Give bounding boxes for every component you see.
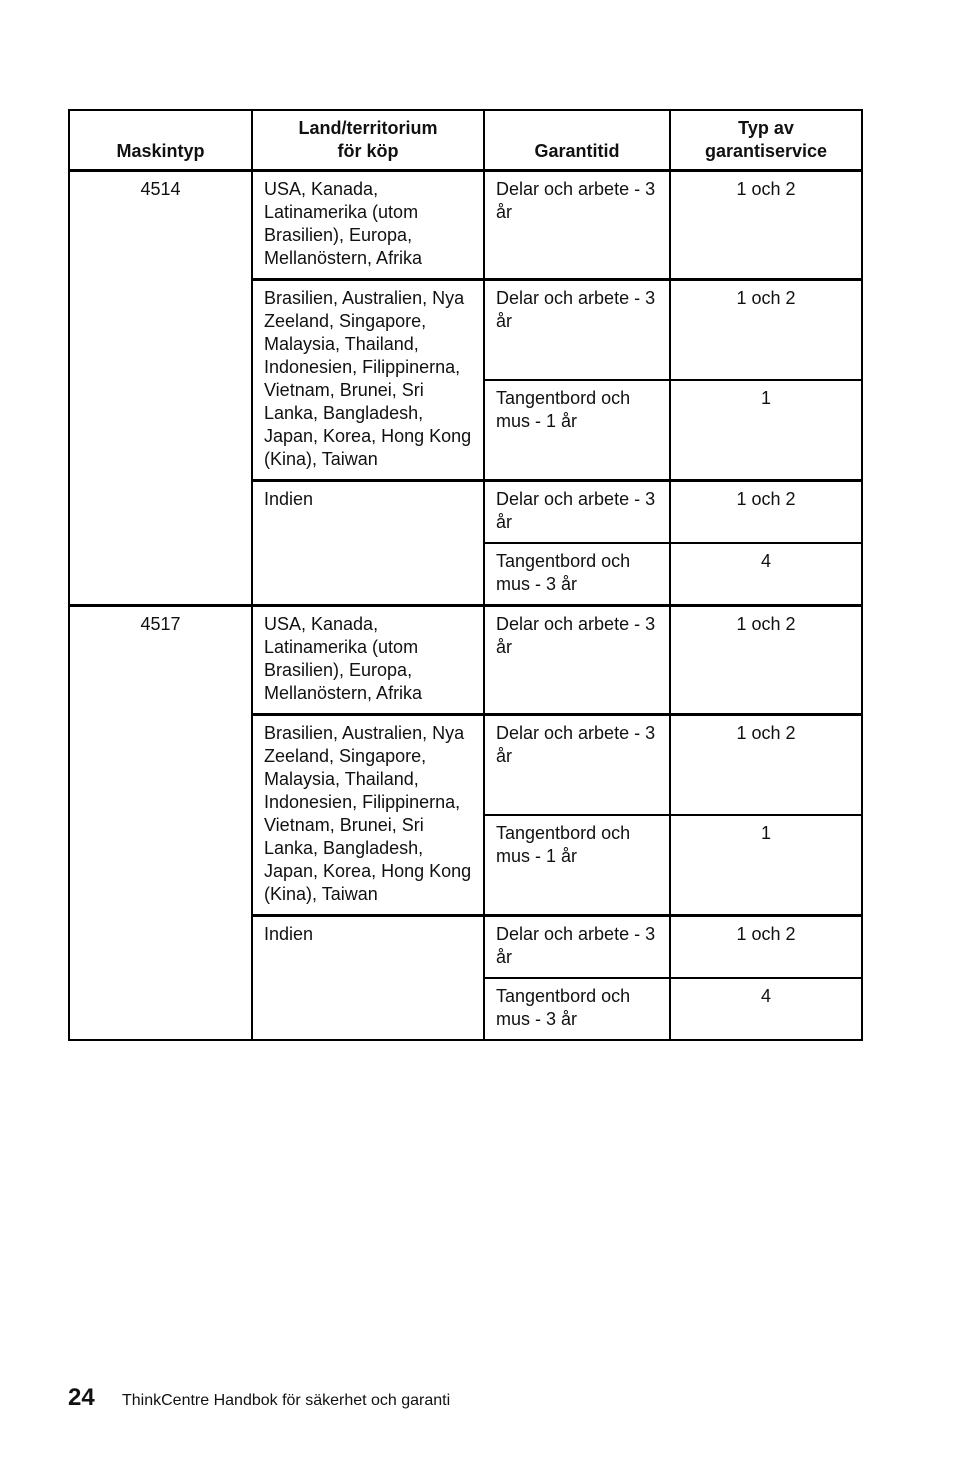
service-type-cell: 1 och 2 xyxy=(670,280,862,381)
country-cell: Indien xyxy=(252,916,484,1041)
header-warranty-period: Garantitid xyxy=(484,110,670,171)
warranty-period-cell: Tangentbord och mus - 1 år xyxy=(484,815,670,916)
header-service-type: Typ av garantiservice xyxy=(670,110,862,171)
country-cell: USA, Kanada, Latinamerika (utom Brasilien), Europa, Mellanöstern, Afrika xyxy=(252,606,484,715)
page-footer xyxy=(68,1384,450,1414)
machine-type-cell: 4514 xyxy=(69,171,252,606)
country-cell: USA, Kanada, Latinamerika (utom Brasilien), Europa, Mellanöstern, Afrika xyxy=(252,171,484,280)
header-machine-type: Maskintyp xyxy=(69,110,252,171)
service-type-cell: 1 xyxy=(670,380,862,481)
warranty-period-cell: Tangentbord och mus - 3 år xyxy=(484,978,670,1040)
warranty-period-cell: Delar och arbete - 3 år xyxy=(484,715,670,816)
service-type-cell: 4 xyxy=(670,543,862,606)
table-header-row xyxy=(69,110,862,171)
service-type-cell: 1 och 2 xyxy=(670,171,862,280)
warranty-period-cell: Tangentbord och mus - 3 år xyxy=(484,543,670,606)
warranty-period-cell: Delar och arbete - 3 år xyxy=(484,280,670,381)
table-row xyxy=(69,606,862,715)
country-cell: Brasilien, Australien, Nya Zeeland, Singapore, Malaysia, Thailand, Indonesien, Filippinerna, Vietnam, Brunei, Sri Lanka, Bangladesh, Japan, Korea, Hong Kong (Kina), Taiwan xyxy=(252,280,484,481)
page-number: 24 xyxy=(68,1384,95,1411)
document-title: ThinkCentre Handbok för säkerhet och garanti xyxy=(122,1392,451,1409)
warranty-period-cell: Delar och arbete - 3 år xyxy=(484,916,670,979)
service-type-cell: 4 xyxy=(670,978,862,1040)
warranty-period-cell: Tangentbord och mus - 1 år xyxy=(484,380,670,481)
table-row xyxy=(69,171,862,280)
machine-type-cell: 4517 xyxy=(69,606,252,1041)
service-type-cell: 1 och 2 xyxy=(670,481,862,544)
country-cell: Brasilien, Australien, Nya Zeeland, Singapore, Malaysia, Thailand, Indonesien, Filippinerna, Vietnam, Brunei, Sri Lanka, Bangladesh, Japan, Korea, Hong Kong (Kina), Taiwan xyxy=(252,715,484,916)
table-body xyxy=(69,171,862,1041)
warranty-table xyxy=(68,109,863,1041)
warranty-period-cell: Delar och arbete - 3 år xyxy=(484,481,670,544)
warranty-period-cell: Delar och arbete - 3 år xyxy=(484,171,670,280)
service-type-cell: 1 och 2 xyxy=(670,916,862,979)
header-country: Land/territorium för köp xyxy=(252,110,484,171)
service-type-cell: 1 och 2 xyxy=(670,715,862,816)
warranty-period-cell: Delar och arbete - 3 år xyxy=(484,606,670,715)
country-cell: Indien xyxy=(252,481,484,606)
service-type-cell: 1 och 2 xyxy=(670,606,862,715)
service-type-cell: 1 xyxy=(670,815,862,916)
